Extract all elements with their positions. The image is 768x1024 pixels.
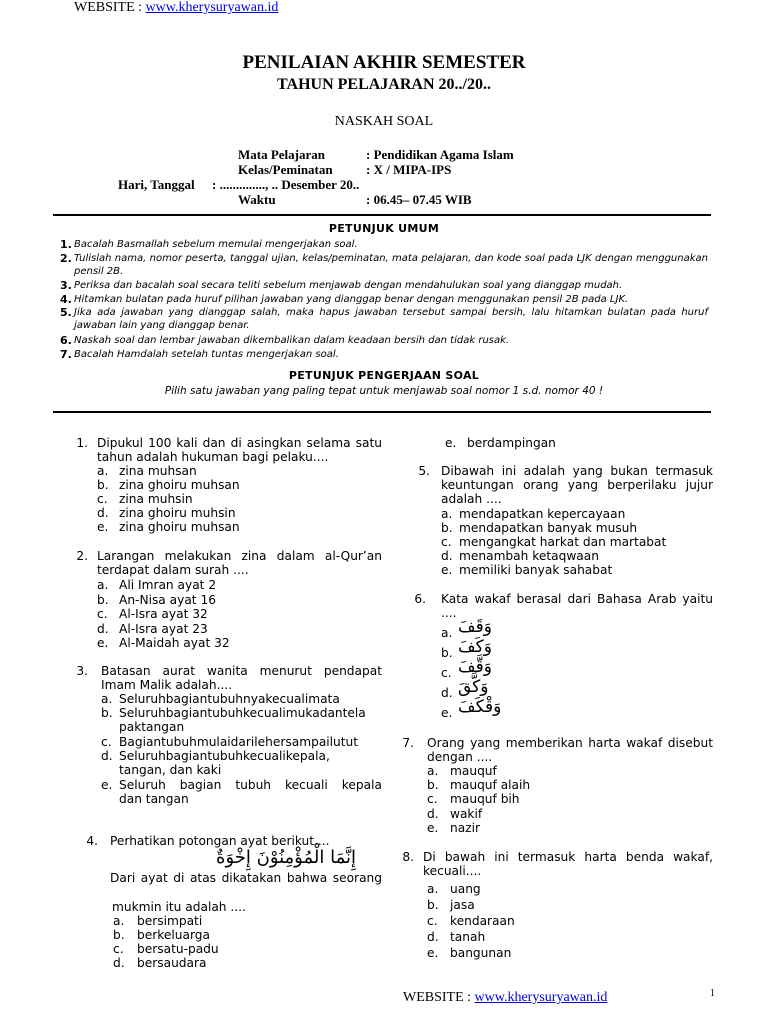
question-text: Dibawah ini adalah yang bukan termasuk keuntungan orang yang berperilaku jujur adalah .... bbox=[441, 464, 713, 507]
instruction-text: Tulislah nama, nomor peserta, tanggal ujian, kelas/peminatan, mata pelajaran, dan kode soal pada LJK dengan menggunakan pensil 2B. bbox=[74, 253, 708, 277]
footer-website bbox=[403, 990, 607, 1006]
instruction-number: 5. bbox=[60, 306, 72, 319]
instruction-number: 4. bbox=[60, 293, 72, 306]
question-text: Batasan aurat wanita menurut pendapat Imam Malik adalah.... bbox=[101, 664, 382, 693]
question-number: 2. bbox=[76, 549, 88, 563]
header-website bbox=[74, 0, 278, 16]
instruction-text: Hitamkan bulatan pada huruf pilihan jawaban yang dianggap benar dengan menggunakan pensil 2B pada LJK. bbox=[74, 294, 629, 305]
instruction-text: Bacalah Hamdalah setelah tuntas mengerjakan soal. bbox=[74, 349, 339, 360]
petunjuk-umum-title: PETUNJUK UMUM bbox=[328, 222, 440, 235]
mapel-value: : Pendidikan Agama Islam bbox=[366, 147, 514, 162]
header-website-label: WEBSITE : bbox=[74, 0, 143, 15]
petunjuk-pengerjaan-title: PETUNJUK PENGERJAAN SOAL bbox=[288, 369, 480, 382]
naskah-soal-label: NASKAH SOAL bbox=[334, 114, 434, 129]
question-number: 3. bbox=[76, 664, 88, 678]
divider-top bbox=[53, 214, 711, 216]
question-text: Perhatikan potongan ayat berikut.... bbox=[110, 834, 330, 848]
question-text: Di bawah ini termasuk harta benda wakaf, kecuali.... bbox=[423, 850, 713, 879]
instruction-number: 7. bbox=[60, 348, 72, 361]
question-text: Dipukul 100 kali dan di asingkan selama satu tahun adalah hukuman bagi pelaku.... bbox=[97, 436, 382, 465]
question-number: 6. bbox=[414, 592, 426, 606]
waktu-value: : 06.45– 07.45 WIB bbox=[366, 192, 472, 207]
mapel-label: Mata Pelajaran bbox=[238, 147, 326, 162]
instruction-number: 3. bbox=[60, 279, 72, 292]
question-number: 4. bbox=[86, 834, 98, 848]
instruction-text: Periksa dan bacalah soal secara teliti sebelum menjawab dengan mendahulukan soal yang dianggap mudah. bbox=[74, 280, 623, 291]
waktu-label: Waktu bbox=[238, 192, 276, 207]
question-4-text2: Dari ayat di atas dikatakan bahwa seorang bbox=[110, 871, 382, 885]
instruction-text: Bacalah Basmallah sebelum memulai mengerjakan soal. bbox=[74, 239, 358, 250]
question-text: Kata wakaf berasal dari Bahasa Arab yaitu .... bbox=[441, 592, 713, 621]
hari-value: : .............., .. Desember 20.. bbox=[212, 177, 360, 192]
ayat-arabic: إِنَّمَا الْمُؤْمِنُوْنَ إِخْوَةٌ bbox=[216, 847, 356, 868]
question-number: 7. bbox=[402, 736, 414, 750]
exam-title: PENILAIAN AKHIR SEMESTER bbox=[242, 52, 526, 73]
footer-website-label: WEBSITE : bbox=[403, 990, 472, 1005]
question-text: Orang yang memberikan harta wakaf disebut dengan .... bbox=[427, 736, 713, 765]
kelas-label: Kelas/Peminatan bbox=[238, 162, 333, 177]
question-number: 8. bbox=[402, 850, 414, 864]
header-website-link[interactable]: www.kherysuryawan.id bbox=[145, 0, 279, 15]
divider-bottom bbox=[53, 411, 711, 413]
question-text: Larangan melakukan zina dalam al-Qur’an terdapat dalam surah .... bbox=[97, 549, 382, 578]
instruction-number: 6. bbox=[60, 334, 72, 347]
footer-website-link[interactable]: www.kherysuryawan.id bbox=[474, 990, 608, 1005]
question-4-text3: mukmin itu adalah .... bbox=[112, 900, 246, 914]
page-number: 1 bbox=[710, 988, 715, 999]
exam-year: TAHUN PELAJARAN 20../20.. bbox=[277, 76, 491, 93]
instruction-text: Jika ada jawaban yang dianggap salah, maka hapus jawaban tersebut sampai bersih, lalu hitamkan bulatan pada huruf jawaban lain yang dianggap benar. bbox=[74, 307, 708, 331]
question-number: 5. bbox=[418, 464, 430, 478]
hari-label: Hari, Tanggal bbox=[118, 177, 195, 192]
kelas-value: : X / MIPA-IPS bbox=[366, 162, 452, 177]
instruction-text: Naskah soal dan lembar jawaban dikembalikan dalam keadaan bersih dan tidak rusak. bbox=[74, 335, 510, 346]
instruction-number: 2. bbox=[60, 252, 72, 265]
petunjuk-pengerjaan-subtitle: Pilih satu jawaban yang paling tepat untuk menjawab soal nomor 1 s.d. nomor 40 ! bbox=[164, 385, 604, 397]
instruction-number: 1. bbox=[60, 238, 72, 251]
question-number: 1. bbox=[76, 436, 88, 450]
